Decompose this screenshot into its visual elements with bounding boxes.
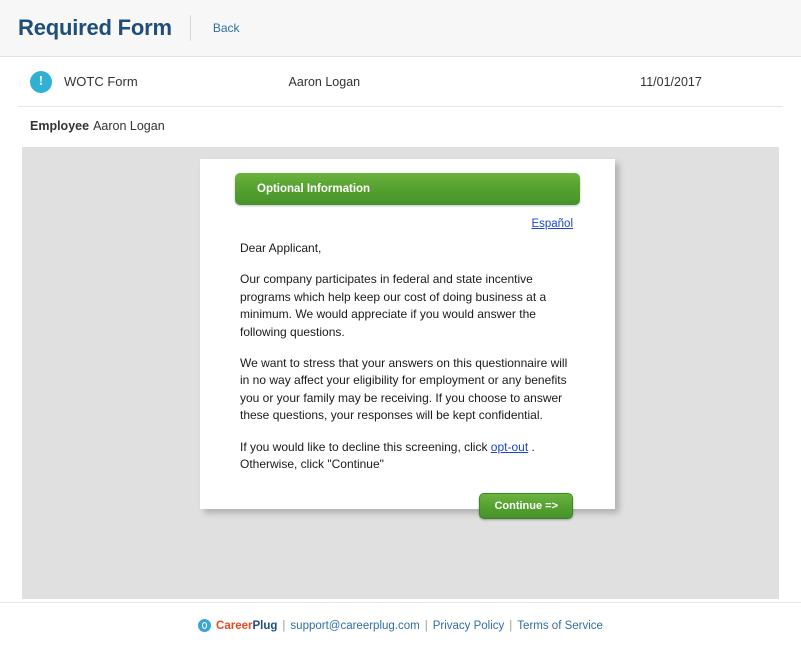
continue-row bbox=[228, 493, 587, 519]
page-title: Required Form bbox=[18, 15, 172, 40]
decline-prefix: If you would like to decline this screening, click bbox=[240, 439, 491, 454]
letter-paragraph-1: Our company participates in federal and state incentive programs which help keep our cost of doing business at a minimum. We would appreciate if you would answer the following questions. bbox=[240, 272, 547, 339]
footer-row bbox=[198, 619, 603, 632]
banner-label: Optional Information bbox=[257, 183, 371, 195]
brand-career-text: Career bbox=[216, 619, 253, 632]
letter-greeting: Dear Applicant, bbox=[240, 241, 322, 255]
wotc-card bbox=[200, 159, 615, 513]
terms-of-service-link[interactable]: Terms of Service bbox=[517, 619, 603, 632]
espanol-link[interactable]: Español bbox=[531, 218, 573, 230]
optional-information-banner bbox=[235, 173, 580, 205]
employee-row bbox=[18, 107, 783, 147]
employee-name: Aaron Logan bbox=[93, 119, 165, 133]
brand-plug-text: Plug bbox=[252, 619, 278, 632]
form-info-bar bbox=[18, 57, 783, 107]
employee-label: Employee bbox=[30, 119, 90, 133]
decline-suffix: . bbox=[528, 439, 535, 454]
info-icon: ! bbox=[30, 71, 52, 93]
footer-separator-2: | bbox=[424, 619, 428, 632]
form-name: WOTC Form bbox=[64, 74, 138, 89]
privacy-policy-link[interactable]: Privacy Policy bbox=[432, 619, 505, 632]
card-inner bbox=[200, 159, 615, 519]
letter-paragraph-2: We want to stress that your answers on this questionnaire will in no way affect your eligibility for employment or any benefits you or your family may be receiving. If you choose to answer these questions, your responses will be kept confidential. bbox=[240, 355, 568, 423]
back-link[interactable]: Back bbox=[212, 21, 240, 35]
form-person-name: Aaron Logan bbox=[288, 74, 361, 89]
letter-body bbox=[228, 240, 587, 473]
page-header bbox=[0, 0, 801, 57]
form-date: 11/01/2017 bbox=[640, 74, 702, 89]
page-footer bbox=[0, 602, 801, 648]
opt-out-link[interactable]: opt-out bbox=[490, 439, 529, 454]
letter-decline-line bbox=[240, 439, 577, 456]
espanol-row bbox=[228, 215, 587, 230]
footer-separator-1: | bbox=[282, 619, 286, 632]
continue-button[interactable]: Continue => bbox=[479, 493, 573, 519]
content-area bbox=[0, 57, 801, 599]
support-email-link[interactable]: support@careerplug.com bbox=[290, 619, 420, 632]
footer-separator-3: | bbox=[509, 619, 513, 632]
header-divider bbox=[190, 15, 191, 41]
letter-otherwise-line: Otherwise, click "Continue" bbox=[240, 456, 384, 471]
form-panel bbox=[22, 147, 779, 599]
careerplug-logo-icon bbox=[198, 619, 211, 632]
